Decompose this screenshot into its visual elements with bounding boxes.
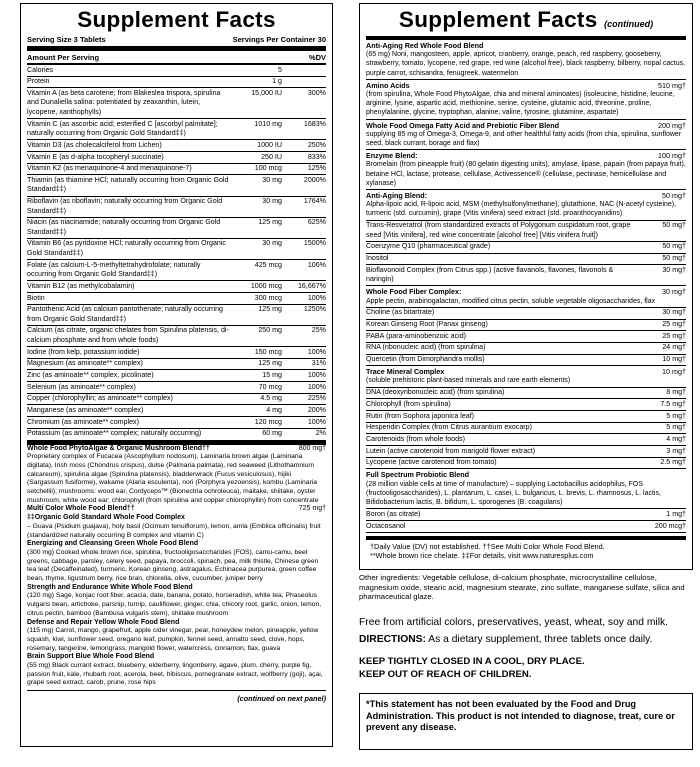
nutrient-name: Coenzyme Q10 (pharmaceutical grade) (366, 242, 491, 251)
nutrient-name: Copper (chlorophyllin; as aminoate** complex) (27, 394, 173, 403)
nutrient-amount: 1000 mcg (250, 281, 282, 290)
blend-heading-row (366, 287, 686, 296)
blend-block (366, 150, 686, 190)
nutrient-row (27, 359, 326, 371)
nutrient-dv: 125% (307, 164, 326, 173)
nutrient-amount: 60 mg (262, 429, 282, 438)
nutrient-row (27, 405, 326, 417)
blend-amount: 200 mg† (658, 120, 686, 130)
nutrient-rows (27, 65, 326, 441)
nutrient-row (366, 320, 686, 332)
blend-block (366, 40, 686, 80)
blend-heading: Multi Color Whole Food Blend†† (27, 505, 135, 513)
blend-block (366, 190, 686, 221)
nutrient-name: Inositol (366, 254, 389, 263)
nutrient-amount: 10 mg† (662, 355, 686, 364)
nutrient-row (27, 77, 326, 89)
blend-text: Apple pectin, arabinogalactan, modified citrus pectin, soluble vegetable oligosaccharides, flax (366, 297, 656, 305)
nutrient-row (366, 434, 686, 446)
nutrient-amount: 5 mg† (666, 411, 686, 420)
blend-text: Bromelain (from pineapple fruit) (80 gelatin digesting units), amylase, lipase, papain (from papaya fruit), betaine HCl, lactase, protease, cellulase, Activessence® (cellulase, pectinase, hemicellulase and xylanase) (366, 161, 686, 187)
nutrient-row (27, 65, 326, 77)
nutrient-name: RNA (ribonucleic acid) (from spirulina) (366, 343, 486, 352)
nutrient-row (27, 293, 326, 305)
nutrient-name: Carotenoids (from whole foods) (366, 435, 465, 443)
blend-heading: Strength and Endurance White Whole Food Blend (27, 583, 193, 591)
blend-heading-row (366, 151, 686, 160)
blend-amount: 100 mg† (658, 151, 686, 161)
nutrient-amount: 150 mcg (254, 347, 282, 356)
blend-block (27, 584, 326, 619)
nutrient-name: Vitamin B6 (as pyridoxine HCl; naturally occurring from Organic Gold Standard‡‡) (27, 239, 226, 257)
blend-text: (120 mg) Sage, konjac root fiber, acacia, date, banana, potato, horseradish, white tea, Phaseolus vulgaris bean, artichoke, parsnip, turnip, cauliflower, ginger, chia, chicory root, garlic, onion, lemon, citrus pectin, bamboo (Bambusa vulgaris stem), shiitake mushroom (27, 592, 322, 617)
directions-label: DIRECTIONS: (359, 634, 426, 645)
nutrient-dv: 625% (307, 218, 326, 227)
nutrient-row (366, 254, 686, 266)
nutrient-amount: 24 mg† (662, 343, 686, 352)
blend-heading-row (366, 191, 686, 200)
blend-list (27, 441, 326, 689)
nutrient-amount: 4 mg† (666, 435, 686, 443)
nutrient-row (366, 355, 686, 367)
nutrient-row (27, 260, 326, 281)
blend-heading: Trace Mineral Complex (366, 367, 445, 377)
nutrient-amount: 425 mcg (254, 260, 282, 269)
continued-label: (continued) (604, 19, 654, 29)
nutrient-row (366, 399, 686, 411)
nutrient-name: Potassium (as aminoate** complex; naturally occurring) (27, 429, 202, 438)
blend-heading-row (366, 81, 686, 90)
nutrient-dv: 25% (311, 326, 326, 335)
children-warning: KEEP OUT OF REACH OF CHILDREN. (359, 668, 532, 680)
nutrient-row (366, 343, 686, 355)
nutrient-amount: 70 mcg (258, 382, 282, 391)
nutrient-name: Quercetin (from Dimorphandra mollis) (366, 355, 485, 364)
nutrient-row (27, 429, 326, 441)
nutrient-amount: 7.5 mg† (660, 399, 686, 408)
nutrient-dv: 1250% (303, 305, 326, 314)
nutrient-row (27, 140, 326, 152)
nutrient-name: Biotin (27, 293, 45, 302)
panel-title: Supplement Facts (77, 7, 276, 32)
nutrient-name: Zinc (as aminoate** complex, picolinate) (27, 370, 154, 379)
blend-block (27, 653, 326, 688)
nutrient-name: Lycopene (active carotenoid from tomato) (366, 458, 497, 467)
nutrient-row (27, 382, 326, 394)
nutrient-row (366, 458, 686, 470)
nutrient-amount: 30 mg (262, 239, 282, 248)
nutrient-row (27, 175, 326, 196)
nutrient-name: Pantothenic Acid (as calcium pantothenate; naturally occurring from Organic Gold Standard‡‡) (27, 305, 223, 323)
nutrient-amount: 200 mcg† (654, 521, 686, 530)
blend-heading-row (27, 445, 326, 454)
nutrient-row (27, 281, 326, 293)
nutrient-dv: 100% (307, 370, 326, 379)
blend-block (27, 619, 326, 654)
nutrient-amount: 3 mg† (666, 446, 686, 455)
blend-heading: Amino Acids (366, 80, 410, 90)
nutrient-amount: 5 (278, 65, 282, 74)
nutrient-name: Chromium (as aminoate** complex) (27, 417, 139, 426)
nutrient-amount: 125 mg (258, 359, 282, 368)
column-headers (27, 51, 326, 65)
amount-per-serving-header: Amount Per Serving (27, 53, 100, 62)
blend-heading: Brain Support Blue Whole Food Blend (27, 653, 155, 661)
blend-text: (from spirulina, Whole Food PhytoAlgae, chia and mineral aminoates) (isoleucine, histidine, leucine, arginine, lysine, aspartic acid, methionine, serine, cysteine, glutamic acid, threonine, proline, phenylalanine, glycine, tryptophan, alanine, valine, tyrosine, glutamine, aspartate) (366, 91, 675, 117)
blend-text: – Guava (Psidium guajava), holy basil (Ocimum tenuiflorum), lemon, amla (Emblica officinalis) fruit (standardized naturally occurring B complex and vitamin C) (27, 522, 321, 539)
blend-heading: Anti-Aging Red Whole Food Blend (366, 41, 484, 50)
panel-title-continued (366, 8, 686, 36)
nutrient-amount: 120 mcg (254, 417, 282, 426)
blend-text: supplying 85 mg of Omega-3, Omega-9, and other healthful fatty acids (from chia, spirulina, sunflower seed, black currant, borage and flax) (366, 130, 682, 148)
servings-per-container: Servings Per Container 30 (232, 35, 326, 44)
nutrient-dv: 106% (307, 260, 326, 269)
nutrient-amount: 15 mg (262, 370, 282, 379)
blend-text: (55 mg) Black currant extract, blueberry, elderberry, lingonberry, agave, plum, cherry, purple fig, passion fruit, kale, rhubarb root, acerola, beet, hibiscus, pomegranate extract, wolfberry (goji), açai, grape seed extract, carob, prune, rose hips (27, 662, 323, 687)
blend-text: (65 mg) Noni, mangosteen, apple, apricot, cranberry, orange, peach, red raspberry, gooseberry, strawberry, tomato, lycopene, red grape, red wine (alcohol free), black raspberry, bilberry, nopal cactus, purple carrot, schisandra, fenugreek, watermelon (366, 51, 686, 77)
nutrient-amount: 2.5 mg† (660, 458, 686, 467)
other-ingredients: Other ingredients: Vegetable cellulose, di-calcium phosphate, microcrystalline cellulose, magnesium oxide, stearic acid, magnesium stearate, zinc sulfate, manganese sulfate, silica and pharmaceutical glaze. (359, 573, 685, 602)
blend-heading-row (27, 505, 326, 514)
nutrient-amount: 1 g (272, 77, 282, 86)
nutrient-amount: 250 mg (258, 326, 282, 335)
blend-heading: Defense and Repair Yellow Whole Food Blend (27, 618, 180, 626)
blend-heading-row (27, 584, 326, 593)
nutrient-name: Manganese (as aminoate** complex) (27, 406, 144, 415)
nutrient-amount: 8 mg† (666, 388, 686, 397)
nutrient-name: Boron (as citrate) (366, 509, 421, 518)
nutrient-dv: 100% (307, 293, 326, 302)
nutrient-amount: 125 mg (258, 218, 282, 227)
blend-heading-row (366, 470, 686, 479)
nutrient-amount: 5 mg† (666, 423, 686, 432)
nutrient-name: Trans-Resveratrol (from standardized extracts of Polygonum cuspidatum root, grape seed [Vitis vinifera], red wine concentrate [alcohol free] [Vitis vinifera fruit]) (366, 221, 631, 239)
directions (359, 634, 695, 645)
nutrient-row (366, 242, 686, 254)
nutrient-dv: 2000% (303, 175, 326, 184)
nutrient-name: Thiamin (as thiamine HCl; naturally occurring from Organic Gold Standard‡‡) (27, 175, 229, 194)
nutrient-name: PABA (para-aminobenzoic acid) (366, 331, 467, 340)
nutrient-row (366, 221, 686, 242)
footnotes (366, 536, 686, 561)
nutrient-amount: 30 mg† (662, 265, 686, 274)
directions-text: As a dietary supplement, three tablets once daily. (428, 634, 653, 645)
nutrient-name: Choline (as bitartrate) (366, 308, 435, 317)
nutrient-row (366, 411, 686, 423)
nutrient-dv: 100% (307, 347, 326, 356)
continued-note: (continued on next panel) (27, 690, 326, 703)
blend-heading-row (27, 540, 326, 549)
nutrient-row (27, 239, 326, 260)
serving-info (27, 32, 326, 51)
nutrient-amount: 50 mg† (662, 242, 686, 251)
nutrient-amount: 1 mg† (666, 509, 686, 518)
nutrient-name: Iodine (from kelp, potassium iodide) (27, 347, 140, 356)
nutrient-dv: 1683% (303, 119, 326, 128)
nutrient-row (27, 326, 326, 347)
nutrient-dv: 100% (307, 382, 326, 391)
blend-amount: 50 mg† (662, 191, 686, 201)
nutrient-amount: 25 mg† (662, 320, 686, 329)
blend-text: Alpha-lipoic acid, R-lipoic acid, MSM (methylsulfonylmethane), glutathione, NAC (N-acetyl cysteine), turmeric (std. curcumin), grape (Vitis vinifera) seed extract (std. proanthocyanidins) (366, 201, 677, 218)
blend-block (27, 445, 326, 506)
blend-heading-row (27, 619, 326, 628)
nutrient-amount: 30 mg† (662, 308, 686, 317)
nutrient-row (27, 197, 326, 218)
blend-heading-row (366, 121, 686, 130)
nutrient-dv: 200% (307, 406, 326, 415)
nutrient-amount: 300 mcg (254, 293, 282, 302)
nutrient-dv: 300% (307, 88, 326, 97)
nutrient-amount: 1010 mg (254, 119, 282, 128)
blend-heading-row (27, 514, 326, 523)
blend-heading: Anti-Aging Blend: (366, 191, 428, 201)
nutrient-row (27, 370, 326, 382)
blend-block (366, 366, 686, 387)
nutrient-name: Korean Ginseng Root (Panax ginseng) (366, 320, 488, 329)
nutrient-dv: 31% (311, 359, 326, 368)
nutrient-name: Vitamin K2 (as menaquinone-4 and menaquinone-7) (27, 164, 192, 173)
nutrient-row (366, 423, 686, 435)
nutrient-amount: 50 mg† (662, 254, 686, 263)
blend-heading: Whole Food PhytoAlgae & Organic Mushroom Blend†† (27, 444, 210, 452)
nutrient-name: Selenium (as aminoate** complex) (27, 382, 136, 391)
blend-block (27, 540, 326, 584)
supplement-facts-panel-right (359, 3, 693, 570)
footnote-2: **Whole brown rice chelate. ‡‡For details, visit www.naturesplus.com (370, 551, 594, 561)
nutrient-amount: 4 mg (266, 406, 282, 415)
blend-heading-row (27, 653, 326, 662)
nutrient-row (27, 305, 326, 326)
blend-text: (300 mg) Cooked whole brown rice, spirulina, fructooligosaccharides (FOS), camu-camu, beet greens, cabbage, parsley, celery seed, papaya, broccoli, spinach, pea, milk thistle, Chinese green tea leaf (Decaffeinated), turmeric, Korean ginseng, astragalus, Echinacea purpurea, green coffee bean, thyme, ligustrum berry, rice bran, chlorella, olive, cucumber, juniper berry (27, 548, 319, 583)
blend-block (366, 120, 686, 151)
nutrient-row (366, 308, 686, 320)
right-content (366, 36, 686, 533)
nutrient-amount: 50 mg† (662, 221, 686, 230)
nutrient-name: Niacin (as niacinamide; naturally occurring from Organic Gold Standard‡‡) (27, 218, 221, 236)
nutrient-row (366, 521, 686, 533)
nutrient-dv: 225% (307, 394, 326, 403)
nutrient-amount: 15,000 IU (251, 88, 282, 97)
supplement-facts-panel-left (20, 3, 333, 747)
nutrient-name: Chlorophyll (from spirulina) (366, 399, 451, 408)
nutrient-row (27, 88, 326, 119)
blend-block (27, 514, 326, 540)
nutrient-row (366, 509, 686, 521)
nutrient-name: Calcium (as citrate, organic chelates from Spirulina platensis, di-calcium phosphate and from whole foods) (27, 326, 229, 344)
nutrient-row (366, 331, 686, 343)
nutrient-name: Rutin (from Sophora japonica leaf) (366, 411, 475, 420)
blend-block (366, 80, 686, 120)
blend-amount: 30 mg† (662, 287, 686, 297)
blend-heading-row (366, 41, 686, 50)
nutrient-row (27, 152, 326, 164)
footnote-1: †Daily Value (DV) not established. ††See Multi Color Whole Food Blend. (370, 541, 605, 551)
storage-warnings (359, 656, 695, 681)
nutrient-row (27, 164, 326, 176)
blend-heading: ‡‡Organic Gold Standard Whole Food Complex (27, 514, 185, 522)
nutrient-row (366, 388, 686, 400)
nutrient-amount: 30 mg (262, 175, 282, 184)
nutrient-dv: 833% (307, 152, 326, 161)
nutrient-row (27, 394, 326, 406)
nutrient-amount: 4.5 mg (260, 394, 282, 403)
blend-amount: 510 mg† (658, 80, 686, 90)
blend-heading: Full Spectrum Probiotic Blend (366, 470, 470, 480)
blend-amount: 800 mg† (298, 444, 326, 452)
blend-heading-row (366, 367, 686, 376)
free-from-statement: Free from artificial colors, preservatives, yeast, wheat, soy and milk. (359, 617, 669, 628)
nutrient-row (27, 218, 326, 239)
nutrient-dv: 2% (315, 429, 326, 438)
nutrient-name: Vitamin C (as ascorbic acid; esterified C [ascorbyl palmitate]; naturally occurring from Organic Gold Standard‡‡) (27, 119, 218, 138)
blend-text: (115 mg) Carrot, mango, grapefruit, apple cider vinegar, pear, honeydew melon, pineapple, yellow squash, kiwi, sunflower seed, oregano leaf, pumpkin, fennel seed, annatto seed, clove, hops, rosemary, tangerine, lemongrass, marigold flower, watercress, cinnamon, flax, guava (27, 627, 319, 652)
nutrient-dv: 100% (307, 417, 326, 426)
blend-heading: Energizing and Cleansing Green Whole Food Blend (27, 540, 199, 548)
fda-disclaimer: *This statement has not been evaluated by the Food and Drug Administration. This product is not intended to diagnose, treat, cure or prevent any disease. (359, 693, 693, 750)
nutrient-dv: 16,667% (297, 281, 326, 290)
nutrient-row (366, 446, 686, 458)
nutrient-dv: 1764% (303, 197, 326, 206)
serving-size: Serving Size 3 Tablets (27, 35, 106, 44)
nutrient-amount: 250 IU (261, 152, 282, 161)
nutrient-name: Octacosanol (366, 521, 406, 530)
nutrient-row (27, 347, 326, 359)
nutrient-name: Magnesium (as aminoate** complex) (27, 359, 143, 368)
blend-block (366, 286, 686, 307)
blend-text: Proprietary complex of Fucacea (Ascophyllum nodosum), Laminaria brown algae (Laminaria digitata), Irish moss (Chondrus crispus), dulse (Palmaria palmata), red seaweed (Lithothamnium calcareum), spirulina algae (Spirulina platensis), bladderwrack (Fucus vesiculosus), hijiki (Sargassum fusiforme), wakame (Alaria esculenta), nori (Porphyra yezoensis), kombu (Laminaria setchellii); mushrooms: wood ear, Cordyceps™ (Bionectria ochroleuca), maitake, shiitake, oyster mushroom, white wood ear; chlorophyll (from spirulina and copper chlorophyllin) from concentrate (27, 453, 319, 504)
nutrient-name: Lutein (active carotenoid from marigold flower extract) (366, 446, 536, 455)
blend-amount: 725 mg† (298, 505, 326, 513)
nutrient-name: Folate (as calcium-L-5-methyltetrahydrofolate; naturally occurring from Organic Gold Standard‡‡) (27, 260, 201, 279)
nutrient-name: Vitamin A (as beta carotene; from Blakeslea trispora, spirulina and Dunaliella salina: potentiated by zeaxanthin, lutein, lycopene, xanthophylls) (27, 88, 221, 116)
nutrient-amount: 30 mg (262, 197, 282, 206)
nutrient-amount: 100 mcg (254, 164, 282, 173)
nutrient-name: Bioflavonoid Complex (from Citrus spp.) (active flavanols, flavones, flavonols & naringin) (366, 265, 614, 284)
nutrient-name: Vitamin D3 (as cholecalciferol from Lichen) (27, 140, 162, 149)
nutrient-name: Riboflavin (as riboflavin; naturally occurring from Organic Gold Standard‡‡) (27, 197, 223, 215)
nutrient-row (27, 417, 326, 429)
nutrient-name: Protein (27, 77, 50, 86)
nutrient-dv: 250% (307, 140, 326, 149)
nutrient-amount: 125 mg (258, 305, 282, 314)
blend-heading: Enzyme Blend: (366, 151, 418, 161)
blend-heading: Whole Food Fiber Complex: (366, 287, 462, 297)
blend-amount: 10 mg† (662, 367, 686, 377)
nutrient-row (366, 265, 686, 286)
storage-warning: KEEP TIGHTLY CLOSED IN A COOL, DRY PLACE. (359, 656, 585, 667)
nutrient-row (27, 119, 326, 140)
blend-heading: Whole Food Omega Fatty Acid and Prebiotic Fiber Blend (366, 120, 560, 130)
blend-block (27, 505, 326, 514)
nutrient-dv: 1500% (303, 239, 326, 248)
panel-title-text: Supplement Facts (398, 7, 598, 32)
blend-text: (28 million viable cells at time of manufacture) – supplying Lactobacillus acidophilus, FOS (fructooligosaccharides), L. plantarum, L. casei, L. bulgaricus, L. brevis, L. rhamnosus, L. lactis, Bifidobacterium lactis, B. bifidum, L. sporogenes (B. coagulans) (366, 480, 661, 507)
blend-block (366, 469, 686, 509)
nutrient-name: Vitamin E (as d-alpha tocopheryl succinate) (27, 152, 164, 161)
dv-header: %DV (308, 53, 326, 62)
nutrient-name: Calories (27, 65, 54, 74)
blend-text: (soluble prehistoric plant-based minerals and rare earth elements) (366, 377, 571, 385)
nutrient-name: DNA (deoxyribonucleic acid) (from spirulina) (366, 388, 505, 397)
nutrient-name: Vitamin B12 (as methylcobalamin) (27, 281, 135, 290)
nutrient-name: Hesperidin Complex (from Citrus aurantium exocarp) (366, 423, 532, 432)
nutrient-amount: 25 mg† (662, 331, 686, 340)
nutrient-amount: 1000 IU (257, 140, 282, 149)
